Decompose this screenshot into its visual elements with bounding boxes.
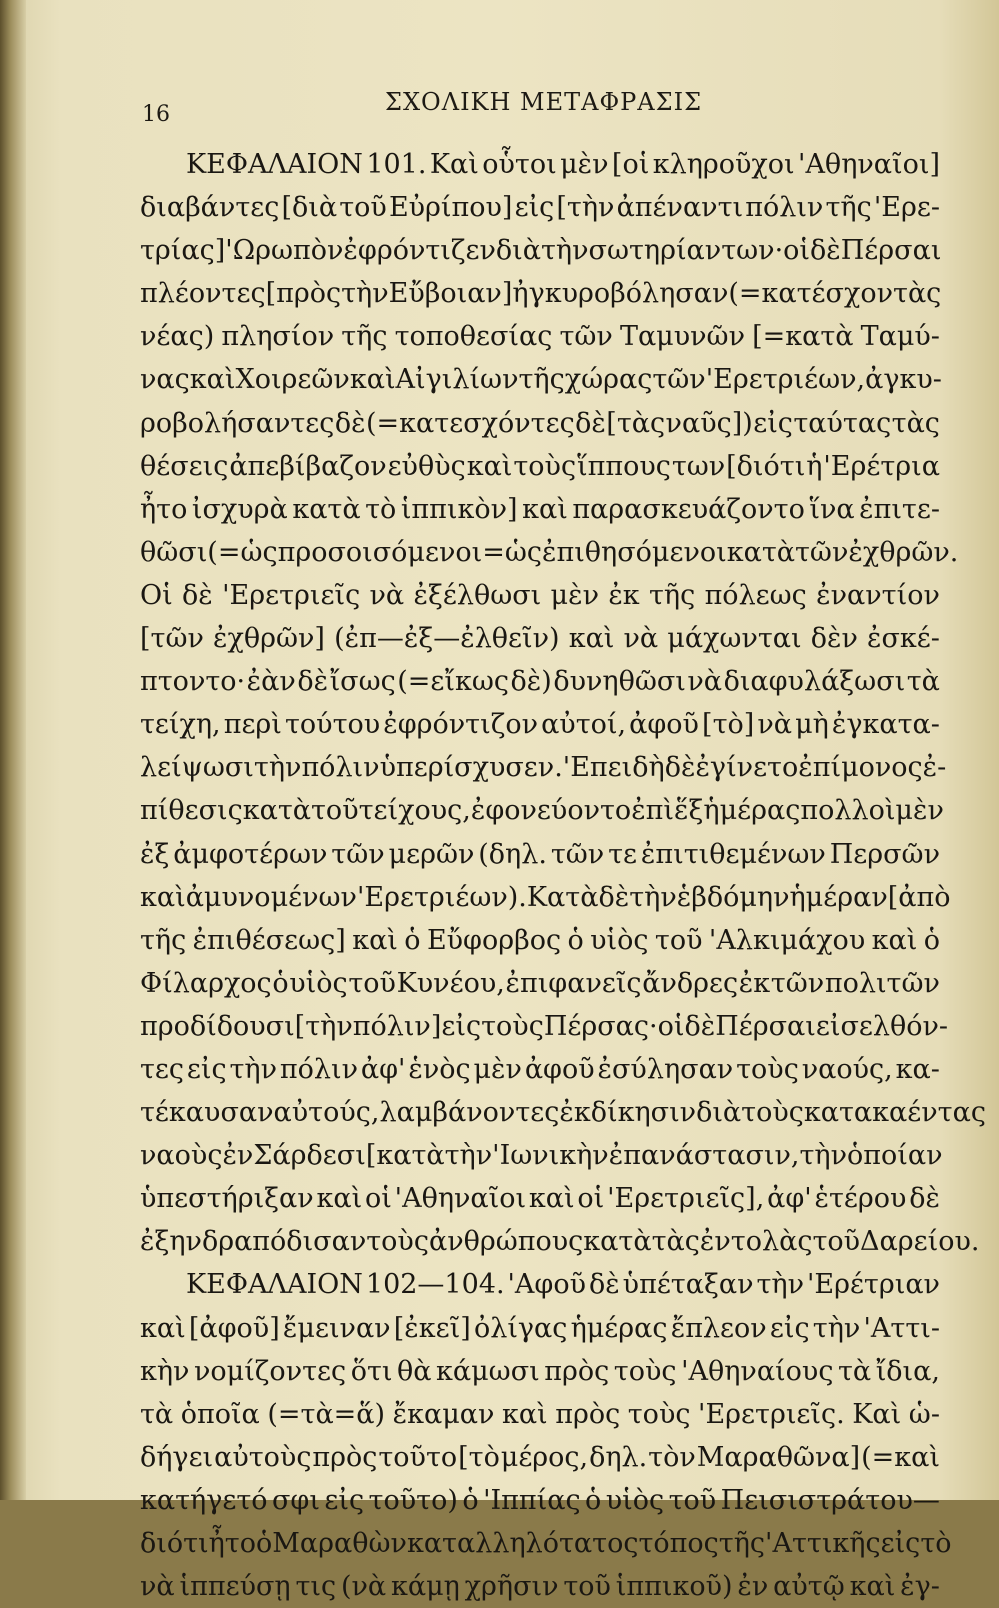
text-line: πτοντο· ἐὰν δὲ ἴσως (=εἴκως δὲ) δυνηθῶσι νὰ διαφυλάξωσι τὰ	[140, 666, 940, 698]
text-line: θέσεις ἀπεβίβαζον εὐθὺς καὶ τοὺς ἵππους των [διότι ἡ 'Ερέτρια	[140, 450, 940, 482]
running-head: ΣΧΟΛΙΚΗ ΜΕΤΑΦΡΑΣΙΣ	[385, 88, 703, 116]
text-line: νας καὶ Χοιρεῶν καὶ Αἰγιλίων τῆς χώρας τῶν 'Ερετριέων, ἀγκυ-	[140, 364, 942, 396]
text-line: καὶ ἀμυνομένων 'Ερετριέων). Κατὰ δὲ τὴν ἑβδόμην ἡμέραν [ἀπὸ	[140, 881, 951, 913]
text-line: κατήγετό σφι εἰς τοῦτο) ὁ 'Ιππίας ὁ υἱὸς τοῦ Πεισιστράτου—	[140, 1484, 940, 1516]
text-line: ΚΕΦΑΛΑΙΟΝ 101. Καὶ οὗτοι μὲν [οἱ κληροῦχοι 'Αθηναῖοι]	[186, 149, 940, 180]
text-line: ἐξηνδραπόδισαν τοὺς ἀνθρώπους κατὰ τὰς ἐντολὰς τοῦ Δαρείου.	[140, 1226, 980, 1258]
text-line: τείχη, περὶ τούτου ἐφρόντιζον αὐτοί, ἀφοῦ [τὸ] νὰ μὴ ἐγκατα-	[140, 709, 940, 741]
text-line: τες εἰς τὴν πόλιν ἀφ' ἑνὸς μὲν ἀφοῦ ἐσύλησαν τοὺς ναούς, κα-	[140, 1053, 940, 1085]
text-line: τρίας] 'Ωρωπὸν ἐφρόντιζεν διὰ τὴν σωτηρίαν των· οἱ δὲ Πέρσαι	[140, 235, 942, 267]
page-binding-edge	[0, 0, 26, 1500]
text-line: ἦτο ἰσχυρὰ κατὰ τὸ ἱππικὸν] καὶ παρασκευάζοντο ἵνα ἐπιτε-	[140, 493, 940, 525]
text-line: κὴν νομίζοντες ὅτι θὰ κάμωσι πρὸς τοὺς 'Αθηναίους τὰ ἴδια,	[140, 1355, 940, 1387]
text-line: πίθεσις κατὰ τοῦ τείχους, ἐφονεύοντο ἐπὶ ἕξ ἡμέρας πολλοὶ μὲν	[140, 795, 944, 827]
text-line: τέκαυσαν αὐτούς, λαμβάνοντες ἐκδίκησιν διὰ τοὺς κατακαέντας	[140, 1097, 986, 1129]
text-line: λείψωσι τὴν πόλιν ὑπερίσχυσεν. 'Επειδὴ δὲ ἐγίνετο ἐπίμονος ἐ-	[140, 752, 947, 784]
text-line: ὑπεστήριξαν καὶ οἱ 'Αθηναῖοι καὶ οἱ 'Ερετριεῖς], ἀφ' ἑτέρου δὲ	[140, 1183, 940, 1215]
page-number: 16	[142, 102, 170, 127]
text-line: ΚΕΦΑΛΑΙΟΝ 102—104. 'Αφοῦ δὲ ὑπέταξαν τὴν 'Ερέτριαν	[186, 1269, 940, 1301]
text-line: ναοὺς ἐν Σάρδεσι [κατὰ τὴν 'Ιωνικὴν ἐπανάστασιν, τὴν ὁποίαν	[140, 1140, 943, 1172]
text-line: διότι ἦτο ὁ Μαραθὼν καταλληλότατος τόπος τῆς 'Αττικῆς εἰς τὸ	[140, 1528, 952, 1559]
text-line: [τῶν ἐχθρῶν] (ἐπ—ἐξ—ἐλθεῖν) καὶ νὰ μάχωνται δὲν ἐσκέ-	[140, 623, 940, 655]
text-line: Οἱ δὲ 'Ερετριεῖς νὰ ἐξέλθωσι μὲν ἐκ τῆς πόλεως ἐναντίον	[140, 579, 940, 611]
page-body-text	[140, 143, 986, 1608]
text-line: νέας) πλησίον τῆς τοποθεσίας τῶν Ταμυνῶν [=κατὰ Ταμύ-	[140, 321, 940, 353]
text-line: Φίλαρχος ὁ υἱὸς τοῦ Κυνέου, ἐπιφανεῖς ἄνδρες ἐκ τῶν πολιτῶν	[140, 967, 940, 999]
text-line: πλέοντες [πρὸς τὴν Εὔβοιαν] ἠγκυροβόλησαν (=κατέσχον τὰς	[140, 278, 942, 310]
text-line: ροβολήσαντες δὲ (=κατεσχόντες δὲ [τὰς ναῦς]) εἰς ταύτας τὰς	[140, 407, 940, 439]
text-line: δήγει αὐτοὺς πρὸς τοῦτο [τὸ μέρος, δηλ. τὸν Μαραθῶνα] (=καὶ	[140, 1441, 940, 1473]
text-line: διαβάντες [διὰ τοῦ Εὐρίπου] εἰς [τὴν ἀπέναντι πόλιν τῆς 'Ερε-	[140, 192, 940, 224]
text-line: νὰ ἱππεύσῃ τις (νὰ κάμῃ χρῆσιν τοῦ ἱππικοῦ) ἐν αὐτῷ καὶ ἐγ-	[140, 1571, 940, 1603]
text-line: θῶσι (=ὡς προσοισόμενοι=ὡς ἐπιθησόμενοι κατὰ τῶν ἐχθρῶν.	[140, 536, 959, 568]
text-line: τῆς ἐπιθέσεως] καὶ ὁ Εὔφορβος ὁ υἱὸς τοῦ 'Αλκιμάχου καὶ ὁ	[140, 924, 940, 956]
text-line: ἐξ ἀμφοτέρων τῶν μερῶν (δηλ. τῶν τε ἐπιτιθεμένων Περσῶν	[140, 838, 940, 870]
text-line: τὰ ὁποῖα (=τὰ=ἅ) ἔκαμαν καὶ πρὸς τοὺς 'Ερετριεῖς. Καὶ ὡ-	[140, 1398, 940, 1430]
text-line: καὶ [ἀφοῦ] ἔμειναν [ἐκεῖ] ὀλίγας ἡμέρας ἔπλεον εἰς τὴν 'Αττι-	[140, 1312, 940, 1344]
text-line: προδίδουσι [τὴν πόλιν] εἰς τοὺς Πέρσας· οἱ δὲ Πέρσαι εἰσελθόν-	[140, 1010, 949, 1042]
